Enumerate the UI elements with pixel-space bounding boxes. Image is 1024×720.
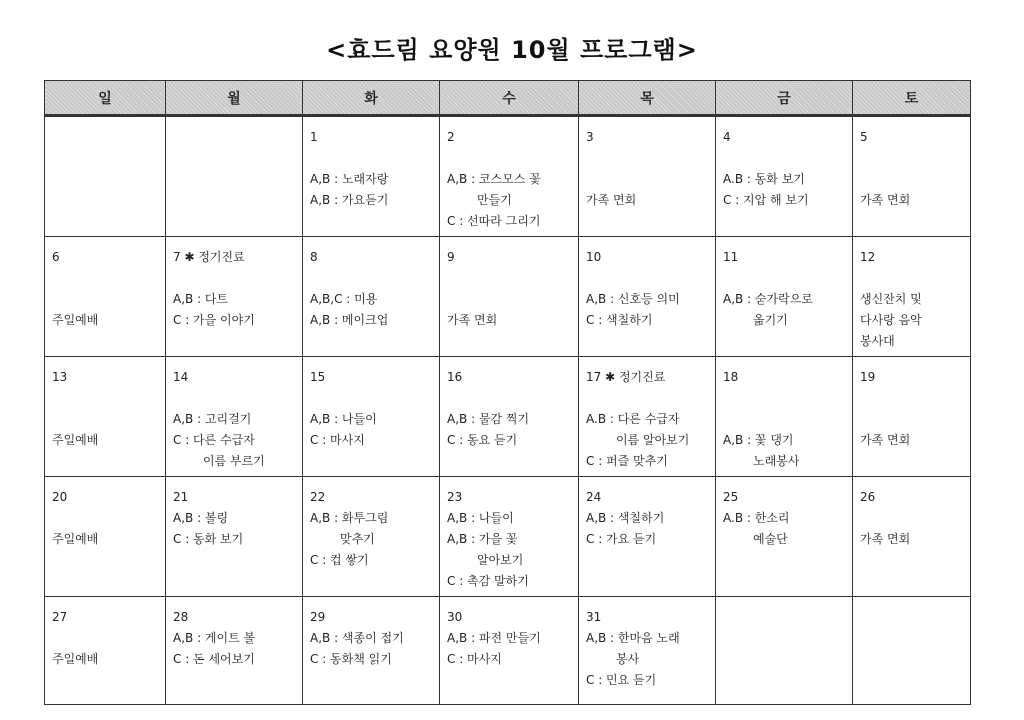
weekday-sat: 토 — [853, 81, 971, 116]
day-cell — [166, 357, 303, 477]
day-number: 26 — [860, 490, 876, 504]
program-line: 가족 면회 — [860, 433, 911, 447]
program-line: C : 촉감 말하기 — [447, 574, 529, 588]
program-line: 생신잔치 및 — [860, 292, 922, 306]
day-cell — [716, 357, 853, 477]
program-line — [860, 388, 964, 409]
program-line — [310, 268, 433, 289]
program-line: A,B : 신호등 의미 — [586, 292, 680, 306]
program-line: A,B : 화투그림 — [310, 511, 389, 525]
day-cell — [579, 357, 716, 477]
program-line — [723, 388, 846, 409]
day-number: 16 — [447, 370, 463, 384]
program-line: C : 색칠하기 — [586, 313, 653, 327]
day-cell — [303, 116, 440, 237]
day-cell — [853, 357, 971, 477]
day-number: 6 — [52, 250, 60, 264]
program-line: 주일예배 — [52, 433, 99, 447]
day-cell — [166, 237, 303, 357]
day-number: 1 — [310, 130, 318, 144]
day-number: 31 — [586, 610, 602, 624]
program-line: A,B : 파전 만들기 — [447, 631, 541, 645]
day-number: 28 — [173, 610, 189, 624]
day-cell — [440, 477, 579, 597]
program-line: C : 컵 쌓기 — [310, 553, 369, 567]
day-cell — [716, 116, 853, 237]
program-line: 가족 면회 — [860, 532, 911, 546]
program-line: C : 가요 듣기 — [586, 532, 657, 546]
day-number: 19 — [860, 370, 876, 384]
program-line — [860, 409, 964, 430]
day-cell — [303, 477, 440, 597]
day-number: 20 — [52, 490, 68, 504]
program-line — [447, 268, 572, 289]
day-cell — [579, 116, 716, 237]
program-line: A,B : 코스모스 꽃 — [447, 172, 541, 186]
program-line — [586, 148, 709, 169]
weekday-mon: 월 — [166, 81, 303, 116]
day-cell — [166, 477, 303, 597]
day-cell — [579, 597, 716, 705]
day-cell — [440, 597, 579, 705]
day-number: 12 — [860, 250, 876, 264]
day-number: 8 — [310, 250, 318, 264]
program-line: C : 퍼즐 맞추기 — [586, 454, 668, 468]
program-line — [447, 289, 572, 310]
program-line — [310, 148, 433, 169]
day-number: 21 — [173, 490, 189, 504]
program-line — [52, 268, 159, 289]
program-line: 다사랑 음악 — [860, 313, 922, 327]
program-line: A,B : 꽃 댕기 — [723, 433, 794, 447]
program-line — [52, 508, 159, 529]
program-line: 예술단 — [753, 532, 788, 546]
day-cell — [440, 357, 579, 477]
program-line — [447, 388, 572, 409]
program-line — [723, 148, 846, 169]
day-number: 22 — [310, 490, 326, 504]
program-line — [860, 148, 964, 169]
weekday-tue: 화 — [303, 81, 440, 116]
day-number: 7 ✱ 정기진료 — [173, 250, 245, 264]
weekday-sun: 일 — [45, 81, 166, 116]
page-title: <효드림 요양원 10월 프로그램> — [326, 36, 698, 64]
program-line: C : 동화 보기 — [173, 532, 244, 546]
day-cell — [303, 597, 440, 705]
day-number: 29 — [310, 610, 326, 624]
program-line: A,B : 노래자랑 — [310, 172, 389, 186]
day-number: 5 — [860, 130, 868, 144]
program-line: 주일예배 — [52, 313, 99, 327]
weekday-thu: 목 — [579, 81, 716, 116]
day-number: 3 — [586, 130, 594, 144]
program-line: 이름 알아보기 — [616, 433, 690, 447]
program-line — [586, 268, 709, 289]
weekday-header-row — [45, 81, 971, 116]
day-number: 13 — [52, 370, 68, 384]
day-cell — [45, 597, 166, 705]
program-line: 봉사 — [616, 652, 640, 666]
day-number: 4 — [723, 130, 731, 144]
day-cell — [45, 477, 166, 597]
program-line — [860, 268, 964, 289]
day-number: 24 — [586, 490, 602, 504]
program-line: 봉사대 — [860, 334, 895, 348]
day-cell — [440, 116, 579, 237]
week-row — [45, 477, 971, 597]
program-line: A,B : 숟가락으로 — [723, 292, 813, 306]
day-cell — [579, 237, 716, 357]
program-line: 알아보기 — [477, 553, 524, 567]
day-number: 10 — [586, 250, 602, 264]
program-line: 가족 면회 — [860, 193, 911, 207]
program-line: A,B : 색종이 접기 — [310, 631, 404, 645]
day-number: 18 — [723, 370, 739, 384]
day-number: 2 — [447, 130, 455, 144]
program-line — [723, 409, 846, 430]
program-line: A,B : 고리걸기 — [173, 412, 252, 426]
program-line: C : 동요 듣기 — [447, 433, 518, 447]
program-line: C : 마사지 — [447, 652, 502, 666]
program-line: C : 다른 수급자 — [173, 433, 255, 447]
day-cell — [440, 237, 579, 357]
day-number: 11 — [723, 250, 739, 264]
day-cell — [853, 116, 971, 237]
program-line: C : 지압 해 보기 — [723, 193, 809, 207]
day-cell — [716, 477, 853, 597]
program-line: C : 돈 세어보기 — [173, 652, 255, 666]
program-line — [173, 268, 296, 289]
program-line: A,B : 메이크업 — [310, 313, 389, 327]
program-line — [723, 268, 846, 289]
program-line: 가족 면회 — [586, 193, 637, 207]
program-line: C : 민요 듣기 — [586, 673, 657, 687]
program-line: 만들기 — [477, 193, 512, 207]
day-cell — [45, 116, 166, 237]
day-number: 23 — [447, 490, 463, 504]
program-line: A,B : 게이트 볼 — [173, 631, 256, 645]
day-cell — [45, 357, 166, 477]
day-number: 17 ✱ 정기진료 — [586, 370, 666, 384]
program-line: A,B : 나들이 — [310, 412, 377, 426]
day-cell — [716, 597, 853, 705]
program-line — [310, 388, 433, 409]
program-line: A,B : 다트 — [173, 292, 229, 306]
day-cell — [853, 597, 971, 705]
program-line — [52, 289, 159, 310]
program-line — [52, 628, 159, 649]
day-number: 25 — [723, 490, 739, 504]
week-row — [45, 357, 971, 477]
program-line: A,B : 색칠하기 — [586, 511, 665, 525]
day-cell — [579, 477, 716, 597]
day-cell — [45, 237, 166, 357]
program-line: A,B : 물감 찍기 — [447, 412, 530, 426]
program-line — [447, 148, 572, 169]
program-line: A,B,C : 미용 — [310, 292, 378, 306]
program-line: A.B : 다른 수급자 — [586, 412, 680, 426]
day-number: 14 — [173, 370, 189, 384]
program-line: A,B : 가을 꽃 — [447, 532, 518, 546]
program-line: 주일예배 — [52, 532, 99, 546]
program-line: A,B : 가요듣기 — [310, 193, 389, 207]
program-line — [52, 409, 159, 430]
program-line: 주일예배 — [52, 652, 99, 666]
program-line — [586, 388, 709, 409]
program-line — [586, 169, 709, 190]
program-line: 옮기기 — [753, 313, 788, 327]
day-cell — [853, 237, 971, 357]
week-row — [45, 597, 971, 705]
calendar-table — [44, 80, 971, 705]
program-line: C : 마사지 — [310, 433, 365, 447]
program-line: 가족 면회 — [447, 313, 498, 327]
program-line — [860, 508, 964, 529]
program-line — [173, 388, 296, 409]
week-row — [45, 237, 971, 357]
day-number: 9 — [447, 250, 455, 264]
day-number: 27 — [52, 610, 68, 624]
program-line: C : 가을 이야기 — [173, 313, 255, 327]
day-number: 30 — [447, 610, 463, 624]
weekday-fri: 금 — [716, 81, 853, 116]
weekday-wed: 수 — [440, 81, 579, 116]
program-line — [52, 388, 159, 409]
day-cell — [303, 357, 440, 477]
program-line: A,B : 나들이 — [447, 511, 514, 525]
day-cell — [166, 116, 303, 237]
program-line: 노래봉사 — [753, 454, 800, 468]
program-line: C : 선따라 그리기 — [447, 214, 541, 228]
program-line: A,B : 한마음 노래 — [586, 631, 680, 645]
program-line — [860, 169, 964, 190]
day-cell — [303, 237, 440, 357]
program-line: 이름 부르기 — [203, 454, 265, 468]
day-number: 15 — [310, 370, 326, 384]
week-row — [45, 116, 971, 237]
day-cell — [716, 237, 853, 357]
program-line: 맞추기 — [340, 532, 375, 546]
program-line: A.B : 한소리 — [723, 511, 790, 525]
program-line: C : 동화책 읽기 — [310, 652, 392, 666]
day-cell — [853, 477, 971, 597]
program-line: A.B : 동화 보기 — [723, 172, 805, 186]
day-cell — [166, 597, 303, 705]
program-line: A,B : 볼링 — [173, 511, 229, 525]
